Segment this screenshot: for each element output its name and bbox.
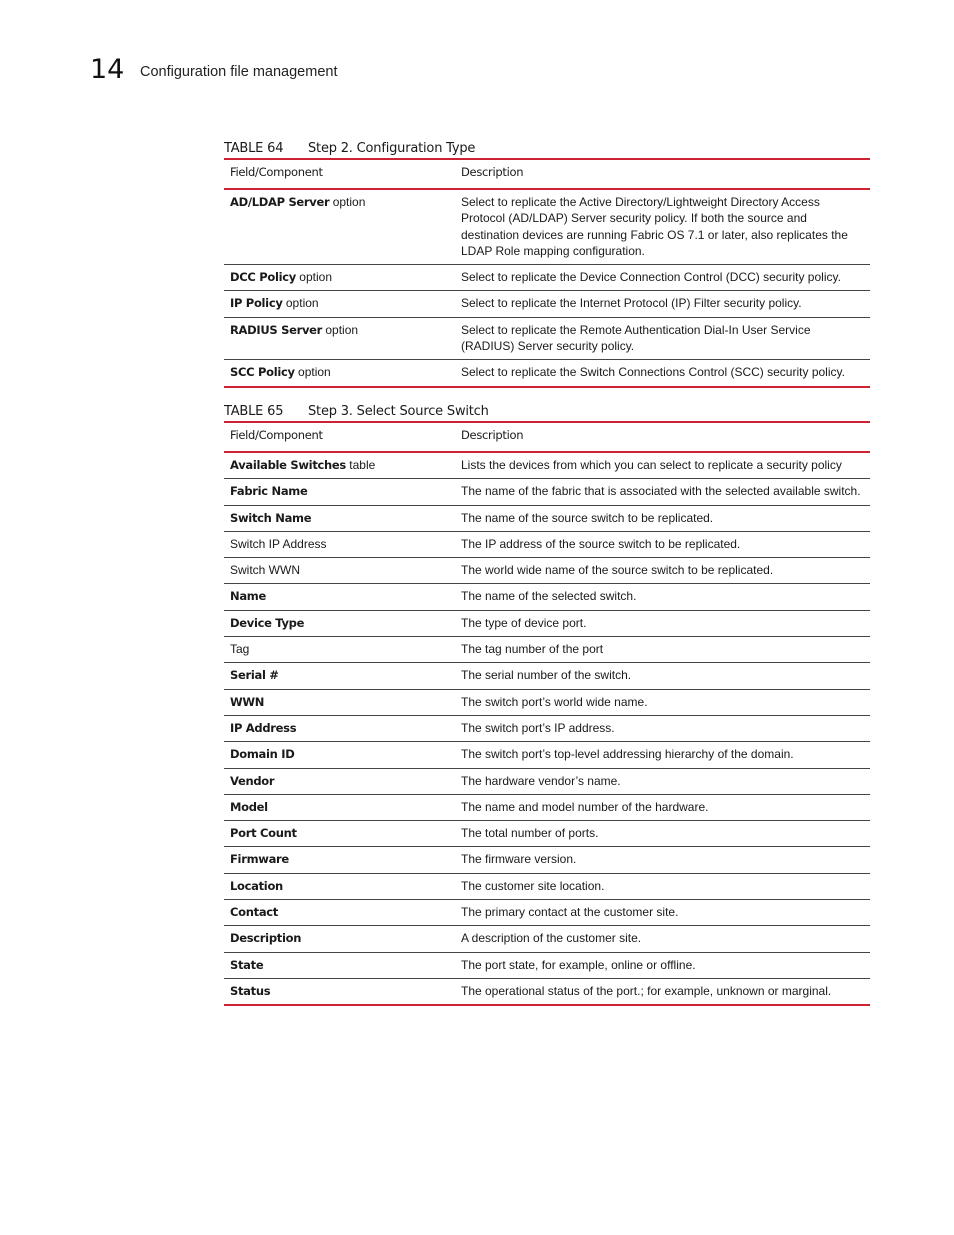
field-cell [224,768,455,794]
field-cell [224,689,455,715]
description-cell: The serial number of the switch. [461,668,632,683]
field-name: SCC Policy [230,365,295,380]
description-cell: Select to replicate the Remote Authentication Dial-In User Service (RADIUS) Server security policy. [461,322,811,354]
field-name: Port Count [230,826,297,841]
field-cell [224,663,455,689]
table-row [224,952,870,978]
table-row [224,291,870,317]
table-title: Step 2. Configuration Type [308,141,476,156]
description-cell: The IP address of the source switch to be replicated. [461,536,741,551]
field-name: IP Address [230,720,297,735]
table-header-row [224,159,870,189]
field-type: option [294,365,331,380]
field-cell [224,742,455,768]
table-row [224,610,870,636]
description-cell: The customer site location. [461,878,605,893]
table-row [224,821,870,847]
table-row [224,768,870,794]
description-cell: The firmware version. [461,852,577,867]
field-name: WWN [230,694,265,709]
column-header-description: Description [461,165,524,179]
field-cell [224,978,455,1005]
table-title: Step 3. Select Source Switch [308,404,489,419]
table-row [224,900,870,926]
table-row [224,452,870,479]
description-cell: The primary contact at the customer site. [461,905,679,920]
description-cell: The operational status of the port.; for example, unknown or marginal. [461,983,832,998]
field-cell [224,479,455,505]
table [224,158,870,388]
description-cell: The name and model number of the hardware. [461,799,709,814]
field-cell [224,360,455,387]
field-cell [224,189,455,265]
description-cell: Select to replicate the Switch Connections Control (SCC) security policy. [461,365,845,380]
table-row [224,663,870,689]
field-name: IP Policy [230,296,283,311]
field-name: Fabric Name [230,484,308,499]
description-cell: The world wide name of the source switch to be replicated. [461,563,774,578]
description-cell: The switch port’s top-level addressing hierarchy of the domain. [461,747,794,762]
chapter-title: Configuration file management [140,64,338,80]
chapter-number: 14 [90,54,125,85]
table-row [224,715,870,741]
field-type: option [329,195,366,209]
table-row [224,847,870,873]
field-name: Status [230,983,271,998]
table [224,421,870,1006]
field-cell [224,715,455,741]
field-name: Switch WWN [230,563,300,578]
column-header-field: Field/Component [230,428,323,442]
table-row [224,926,870,952]
description-cell: The type of device port. [461,615,587,630]
field-name: Model [230,799,268,814]
field-name: Firmware [230,852,289,867]
field-type: table [345,458,376,472]
table-label: TABLE 65 [224,404,284,419]
field-cell [224,265,455,291]
description-cell: Lists the devices from which you can select to replicate a security policy [461,458,842,472]
field-name: Name [230,589,266,604]
field-type: option [322,322,359,337]
field-type: option [282,296,319,311]
column-header-field: Field/Component [230,165,323,179]
field-name: Contact [230,905,278,920]
table-row [224,637,870,663]
table-row [224,505,870,531]
field-cell [224,531,455,557]
table-header-row [224,422,870,452]
description-cell: The port state, for example, online or offline. [461,957,696,972]
table-row [224,317,870,360]
field-name: Vendor [230,773,275,788]
description-cell: Select to replicate the Active Directory/Lightweight Directory Access Protocol (AD/LDAP) Server security policy. If both the source and destination devices are running Fabric OS 7.1 or later, also replicates the LDAP Role mapping configuration. [461,195,848,258]
field-cell [224,952,455,978]
description-cell: The hardware vendor’s name. [461,773,621,788]
table-row [224,978,870,1005]
description-cell: The tag number of the port [461,642,604,657]
field-cell [224,610,455,636]
table-row [224,794,870,820]
field-name: Tag [230,642,250,657]
field-name: Description [230,931,302,946]
field-cell [224,637,455,663]
description-cell: The switch port’s world wide name. [461,694,648,709]
table-row [224,479,870,505]
field-cell [224,505,455,531]
description-cell: The total number of ports. [461,826,599,841]
field-cell [224,873,455,899]
table-row [224,531,870,557]
field-cell [224,900,455,926]
field-name: AD/LDAP Server [230,195,330,209]
field-name: Location [230,878,283,893]
description-cell: A description of the customer site. [461,931,642,946]
description-cell: Select to replicate the Internet Protocol (IP) Filter security policy. [461,296,802,311]
table-label: TABLE 64 [224,141,284,156]
field-cell [224,847,455,873]
field-name: Available Switches [230,458,346,472]
table-row [224,360,870,387]
field-name: DCC Policy [230,270,296,285]
table-body [224,189,870,387]
table-body [224,452,870,1005]
table-caption [224,400,870,419]
table-row [224,689,870,715]
field-cell [224,794,455,820]
field-name: State [230,957,264,972]
table-row [224,189,870,265]
description-cell: The name of the selected switch. [461,589,637,604]
field-cell [224,317,455,360]
field-type: option [295,270,332,285]
table-row [224,873,870,899]
description-cell: The switch port’s IP address. [461,720,615,735]
table-row [224,584,870,610]
field-name: Switch Name [230,510,312,525]
field-cell [224,926,455,952]
field-cell [224,291,455,317]
description-cell: The name of the fabric that is associated with the selected available switch. [461,484,861,499]
table-row [224,558,870,584]
field-name: Serial # [230,668,279,683]
field-cell [224,452,455,479]
description-cell: The name of the source switch to be replicated. [461,510,714,525]
table-64 [224,137,870,388]
column-header-description: Description [461,428,524,442]
table-65 [224,400,870,1006]
table-caption [224,137,870,156]
field-cell [224,821,455,847]
table-row [224,742,870,768]
field-cell [224,584,455,610]
description-cell: Select to replicate the Device Connection Control (DCC) security policy. [461,270,841,285]
field-name: Device Type [230,615,305,630]
field-cell [224,558,455,584]
field-name: Switch IP Address [230,536,327,551]
field-name: RADIUS Server [230,322,323,337]
field-name: Domain ID [230,747,295,762]
table-row [224,265,870,291]
